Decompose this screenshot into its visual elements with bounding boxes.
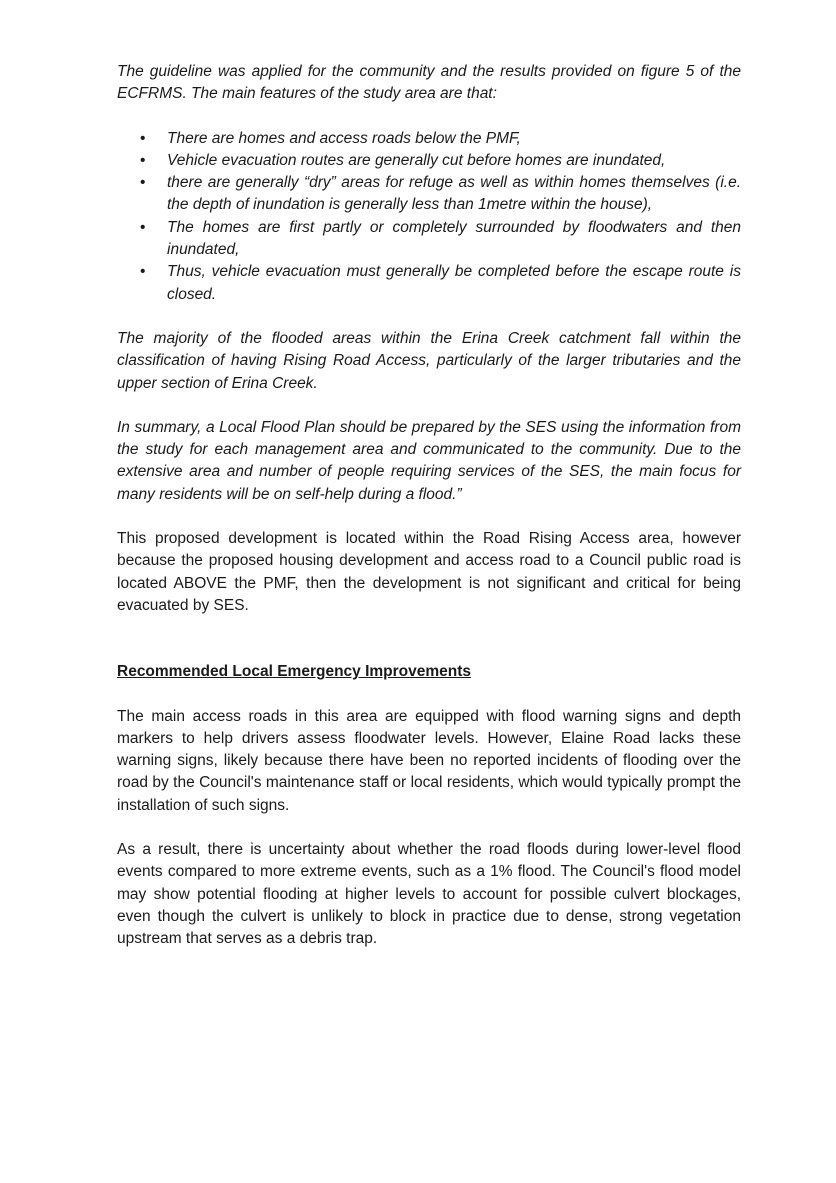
list-item	[117, 217, 741, 262]
result-paragraph: As a result, there is uncertainty about whether the road floods during lower-level flood events compared to more extreme events, such as a 1% flood. The Council's flood model may show potential flooding at higher levels to account for possible culvert blockages, even though the culvert is unlikely to block in practice due to dense, strong vegetation upstream that serves as a debris trap.	[117, 841, 741, 948]
list-item	[117, 261, 741, 306]
list-item-text: There are homes and access roads below the PMF,	[167, 129, 521, 147]
list-item	[117, 172, 741, 217]
bullet-icon: •	[140, 174, 146, 192]
bullet-icon: •	[140, 218, 146, 236]
intro-paragraph: The guideline was applied for the community and the results provided on figure 5 of the ECFRMS. The main features of the study area are that:	[117, 63, 741, 103]
proposed-development-paragraph: This proposed development is located within the Road Rising Access area, however because the proposed housing development and access road to a Council public road is located ABOVE the PMF, then the development is not significant and critical for being evacuated by SES.	[117, 530, 741, 614]
bullet-icon: •	[140, 151, 146, 169]
bullet-icon: •	[140, 129, 146, 147]
section-heading: Recommended Local Emergency Improvements	[117, 663, 472, 681]
majority-paragraph: The majority of the flooded areas within the Erina Creek catchment fall within the classification of having Rising Road Access, particularly of the larger tributaries and the upper section of Erina Creek.	[117, 329, 741, 392]
list-item	[117, 150, 741, 172]
access-roads-paragraph: The main access roads in this area are equipped with flood warning signs and depth markers to help drivers assess floodwater levels. However, Elaine Road lacks these warning signs, likely because there have been no reported incidents of flooding over the road by the Council's maintenance staff or local residents, which would typically prompt the installation of such signs.	[117, 707, 741, 814]
list-item	[117, 128, 741, 150]
list-item-text: there are generally “dry” areas for refuge as well as within homes themselves (i.e. the depth of inundation is generally less than 1metre within the house),	[167, 174, 741, 214]
bullet-icon: •	[140, 263, 146, 281]
list-item-text: Thus, vehicle evacuation must generally be completed before the escape route is closed.	[167, 263, 741, 303]
study-area-features-list	[117, 128, 741, 306]
list-item-text: The homes are first partly or completely surrounded by floodwaters and then inundated,	[167, 218, 741, 259]
summary-paragraph: In summary, a Local Flood Plan should be prepared by the SES using the information from the study for each management area and communicated to the community. Due to the extensive area and number of people requiring services of the SES, the main focus for many residents will be on self-help during a flood.”	[117, 418, 741, 503]
document-page	[117, 61, 741, 951]
list-item-text: Vehicle evacuation routes are generally cut before homes are inundated,	[167, 151, 666, 169]
